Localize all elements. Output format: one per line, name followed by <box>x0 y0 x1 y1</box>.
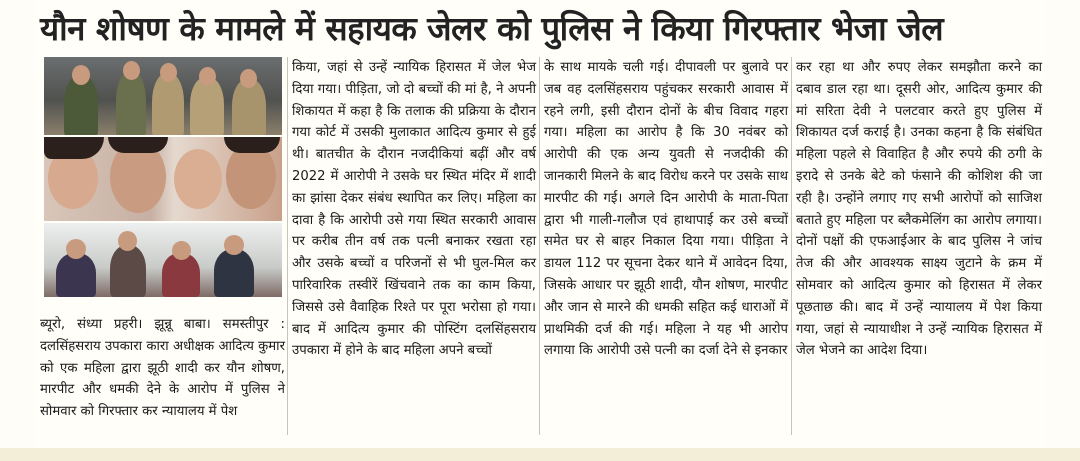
newspaper-clipping <box>34 0 1046 461</box>
couple-photo <box>44 137 282 221</box>
column-1-text: ब्यूरो, संध्या प्रहरी। झून्नू बाबा। समस्तीपुर : दलसिंहसराय उपकारा कारा अधीक्षक आदित्य कुमार को एक महिला द्वारा झूठी शादी कर यौन शोषण, मारपीट और धमकी देने के आरोप में पुलिस ने सोमवार को गिरफ्तार कर न्यायालय में पेश <box>40 317 285 420</box>
column-divider <box>287 57 288 435</box>
article-column-2 <box>292 57 536 362</box>
article-column-1 <box>40 314 285 423</box>
group-photo <box>44 223 282 297</box>
police-team-photo <box>44 57 282 135</box>
column-divider <box>791 57 792 435</box>
column-divider <box>539 57 540 435</box>
photo-collage <box>44 57 282 297</box>
page-edge <box>0 448 1080 461</box>
column-2-text: किया, जहां से उन्हें न्यायिक हिरासत में जेल भेज दिया गया। पीड़िता, जो दो बच्चों की मां है, ने अपनी शिकायत में कहा है कि तलाक की प्रक्रिया के दौरान गया कोर्ट में उसकी मुलाकात आदित्य कुमार से हुई थी। बातचीत के दौरान नजदीकियां बढ़ीं और वर्ष 2022 में आरोपी ने उसके घर स्थित मंदिर में शादी का झांसा देकर संबंध स्थापित कर लिए। महिला का दावा है कि आरोपी उसे गया स्थित सरकारी आवास पर करीब तीन वर्ष तक पत्नी बनाकर रखता रहा और उसके बच्चों व परिजनों से भी घुल-मिल कर पारिवारिक तस्वीरें खिंचवाने तक का काम किया, जिससे उसे वैवाहिक रिश्ते पर पूरा भरोसा हो गया। बाद में आदित्य कुमार की पोस्टिंग दलसिंहसराय उपकारा में होने के बाद महिला अपने बच्चों <box>292 60 536 359</box>
headline: यौन शोषण के मामले में सहायक जेलर को पुलिस ने किया गिरफ्तार भेजा जेल <box>40 9 944 48</box>
article-column-4 <box>796 57 1042 362</box>
column-4-text: कर रहा था और रुपए लेकर समझौता करने का दबाव डाल रहा था। दूसरी ओर, आदित्य कुमार की मां सरिता देवी ने पलटवार करते हुए पुलिस में शिकायत दर्ज कराई है। उनका कहना है कि संबंधित महिला पहले से विवाहित है और रुपये की ठगी के इरादे से उनके बेटे को फंसाने की कोशिश की जा रही है। उन्होंने लगाए गए सभी आरोपों को साजिश बताते हुए महिला पर ब्लैकमेलिंग का आरोप लगाया। दोनों पक्षों की एफआईआर के बाद पुलिस ने जांच तेज की और आवश्यक साक्ष्य जुटाने के क्रम में सोमवार को आदित्य कुमार को हिरासत में लेकर पूछताछ की। बाद में उन्हें न्यायालय में पेश किया गया, जहां से न्यायाधीश ने उन्हें न्यायिक हिरासत में जेल भेजने का आदेश दिया। <box>796 60 1042 359</box>
column-3-text: के साथ मायके चली गई। दीपावली पर बुलावे पर जब वह दलसिंहसराय पहुंचकर सरकारी आवास में रहने लगी, इसी दौरान दोनों के बीच विवाद गहरा गया। महिला का आरोप है कि 30 नवंबर को आरोपी की एक अन्य युवती से नजदीकी की जानकारी मिलने के बाद विरोध करने पर उसके साथ मारपीट की गई। अगले दिन आरोपी के माता-पिता द्वारा भी गाली-गलौज एवं हाथापाई कर उसे बच्चों समेत घर से बाहर निकाल दिया गया। पीड़िता ने डायल 112 पर सूचना देकर थाने में आवेदन दिया, जिसके आधार पर झूठी शादी, यौन शोषण, मारपीट और जान से मारने की धमकी सहित कई धाराओं में प्राथमिकी दर्ज की गई। महिला ने यह भी आरोप लगाया कि आरोपी उसे पत्नी का दर्जा देने से इनकार <box>544 60 788 359</box>
article-column-3 <box>544 57 788 362</box>
